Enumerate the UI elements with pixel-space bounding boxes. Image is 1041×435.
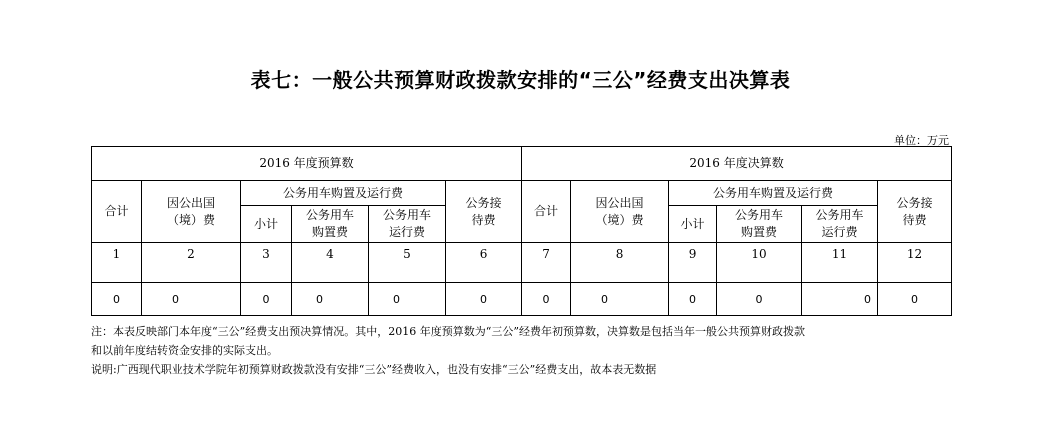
- column-number: 10: [717, 243, 802, 283]
- column-number-row: [92, 243, 952, 283]
- final-abroad-header: 因公出国 （境）费: [571, 181, 669, 243]
- page-title: 表七：一般公共预算财政拨款安排的“三公”经费支出决算表: [250, 68, 791, 92]
- budget-operation-header: 公务用车 运行费: [369, 206, 446, 243]
- column-number: 3: [241, 243, 292, 283]
- explanation-line: 说明:广西现代职业技术学院年初预算财政拨款没有安排“三公”经费收入，也没有安排“三公”经费支出，故本表无数据: [91, 363, 657, 376]
- final-purchase-header: 公务用车 购置费: [717, 206, 802, 243]
- value-cell: 0: [802, 283, 878, 316]
- unit-label: 单位：万元: [894, 134, 949, 147]
- column-number: 1: [92, 243, 142, 283]
- column-number: 8: [571, 243, 669, 283]
- value-cell: 0: [446, 283, 522, 316]
- value-cell: 0: [241, 283, 292, 316]
- column-number: 5: [369, 243, 446, 283]
- value-cell: 0: [92, 283, 142, 316]
- final-reception-header: 公务接 待费: [878, 181, 952, 243]
- budget-vehicle-header: 公务用车购置及运行费: [241, 181, 446, 206]
- three-public-expenses-table: [91, 146, 952, 316]
- group-header-row: [92, 147, 952, 181]
- notes-section: [91, 322, 971, 379]
- column-number: 12: [878, 243, 952, 283]
- budget-purchase-header: 公务用车 购置费: [292, 206, 369, 243]
- column-number: 2: [142, 243, 241, 283]
- value-cell: 0: [522, 283, 571, 316]
- final-operation-header: 公务用车 运行费: [802, 206, 878, 243]
- column-number: 6: [446, 243, 522, 283]
- column-number: 7: [522, 243, 571, 283]
- column-number: 9: [669, 243, 717, 283]
- value-cell: 0: [717, 283, 802, 316]
- budget-reception-header: 公务接 待费: [446, 181, 522, 243]
- final-total-header: 合计: [522, 181, 571, 243]
- value-cell: 0: [669, 283, 717, 316]
- note-line-2: 和以前年度结转资金安排的实际支出。: [91, 344, 278, 357]
- budget-total-header: 合计: [92, 181, 142, 243]
- column-number: 11: [802, 243, 878, 283]
- budget-subtotal-header: 小计: [241, 206, 292, 243]
- budget-abroad-header: 因公出国 （境）费: [142, 181, 241, 243]
- value-cell: 0: [878, 283, 952, 316]
- column-number: 4: [292, 243, 369, 283]
- value-cell: 0: [292, 283, 369, 316]
- note-line-1: 注：本表反映部门本年度“三公”经费支出预决算情况。其中，2016 年度预算数为“三公”经费年初预算数，决算数是包括当年一般公共预算财政拨款: [91, 325, 805, 338]
- final-vehicle-header: 公务用车购置及运行费: [669, 181, 878, 206]
- value-cell: 0: [369, 283, 446, 316]
- final-group-header: 2016 年度决算数: [522, 147, 952, 181]
- final-subtotal-header: 小计: [669, 206, 717, 243]
- header-row-1: [92, 181, 952, 206]
- budget-group-header: 2016 年度预算数: [92, 147, 522, 181]
- value-cell: 0: [142, 283, 241, 316]
- value-cell: 0: [571, 283, 669, 316]
- value-row: [92, 283, 952, 316]
